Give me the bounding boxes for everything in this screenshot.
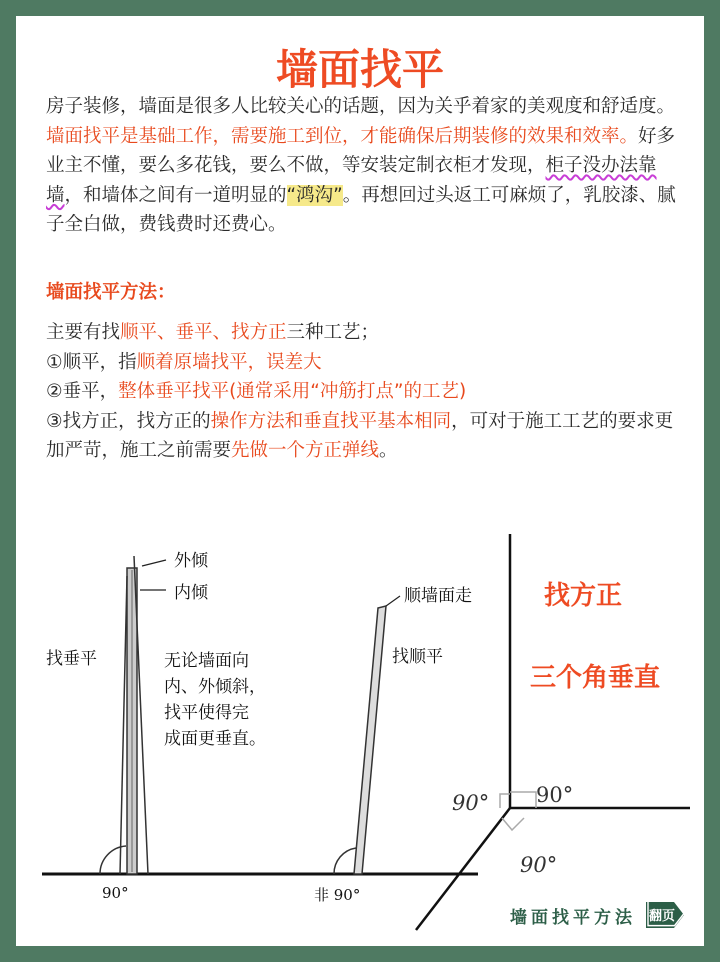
method-line-2 — [46, 348, 686, 378]
three-angles-label: 三个角垂直 — [530, 663, 661, 693]
corner-angle-b: 90° — [536, 783, 574, 807]
method-4-text-b: ，可对于施工工艺的要求更加严苛，施工之前需要 — [46, 410, 674, 461]
method-line-1 — [46, 318, 686, 348]
intro-text-3: ，和墙体之间有一道明显的 — [64, 184, 287, 206]
inner-tilt-label: 内倾 — [174, 583, 208, 603]
section-title: 墙面找平方法： — [46, 282, 176, 303]
method-4-text-c: 。 — [379, 440, 398, 461]
intro-text-1: 房子装修，墙面是很多人比较关心的话题，因为关乎着家的美观度和舒适度。 — [46, 96, 676, 117]
method-2-text: ①顺平，指 — [46, 351, 137, 373]
method-1-emphasis: 顺平、垂平、找方正 — [120, 322, 287, 343]
find-along-label: 找顺平 — [392, 647, 443, 667]
corner-depth-axis — [416, 808, 510, 930]
intro-paragraph — [46, 92, 686, 240]
along-wall-label: 顺墙面走 — [404, 586, 472, 606]
method-line-4 — [46, 407, 686, 466]
method-1-text-a: 主要有找 — [46, 322, 121, 343]
intro-text-2: 好多业主不懂，要么多花钱，要么不做，等安装定制衣柜才发现， — [46, 125, 676, 176]
angle-left-label: 90° — [102, 884, 129, 902]
footer — [510, 900, 686, 930]
corner-angle-a: 90° — [452, 791, 490, 815]
angle-mid-label: 非 90° — [314, 886, 361, 904]
next-page-label: 翻页 — [648, 909, 675, 924]
corner-angle-c: 90° — [520, 853, 558, 877]
inner-tilt-line — [120, 576, 127, 874]
intro-emphasis: 墙面找平是基础工作，需要施工到位，才能确保后期装修的效果和效率。 — [46, 125, 639, 147]
method-3-emphasis: 整体垂平找平(通常采用“冲筋打点”的工艺) — [118, 381, 467, 402]
method-4-text-a: ③找方正，找方正的 — [46, 410, 211, 432]
note-line-2: 内、外倾斜， — [164, 677, 266, 697]
mid-angle-arc — [334, 848, 356, 874]
footer-label: 墙面找平方法 — [510, 907, 636, 928]
find-square-label: 找方正 — [544, 581, 623, 611]
intro-wavy-phrase: 柜子没办法靠墙 — [46, 155, 657, 206]
outer-tilt-label: 外倾 — [174, 551, 208, 571]
method-4-emphasis-b: 先做一个方正弹线 — [231, 440, 380, 461]
method-1-text-b: 三种工艺； — [286, 322, 380, 343]
method-line-3 — [46, 377, 686, 407]
find-vertical-label: 找垂平 — [46, 649, 97, 669]
note-line-3: 找平使得完 — [164, 703, 249, 723]
method-3-text: ②垂平， — [46, 381, 119, 402]
intro-text-4: 。再想回过头返工可麻烦了，乳胶漆、腻子全白做，费钱费时还费心。 — [46, 184, 676, 235]
tilted-wall — [354, 606, 386, 874]
page-title: 墙面找平 — [275, 45, 444, 94]
note-line-4: 成面更垂直。 — [164, 729, 266, 749]
left-angle-arc — [100, 846, 126, 874]
method-4-emphasis-a: 操作方法和垂直找平基本相同 — [210, 410, 452, 432]
content-card — [16, 16, 704, 946]
method-2-emphasis: 顺着原墙找平，误差大 — [136, 351, 322, 373]
methods-list — [46, 318, 686, 466]
wall-leveling-diagram — [16, 486, 704, 946]
next-page-button[interactable] — [646, 900, 686, 930]
note-line-1: 无论墙面向 — [164, 651, 249, 671]
intro-highlight: “鸿沟” — [286, 184, 343, 206]
